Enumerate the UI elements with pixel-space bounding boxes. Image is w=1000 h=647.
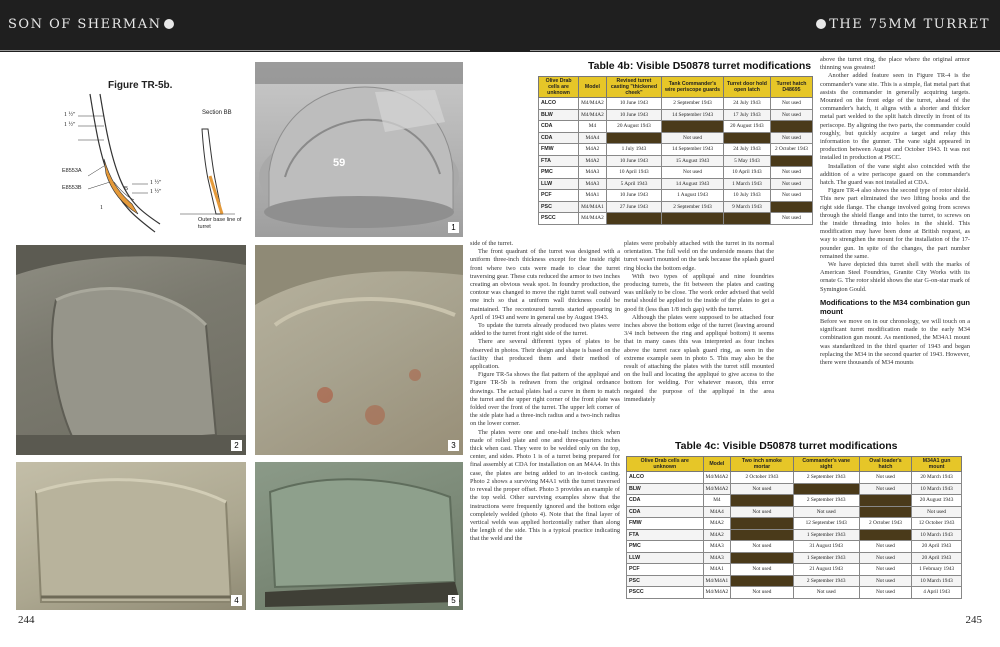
table-cell: M4A3 [703,541,731,553]
table-cell [731,518,793,530]
paragraph: plates were probably attached with the turret in its normal orientation. The full weld on the underside means that the turret wasn't mounted on the tank because the splash guard ring blocks the bottom edge. [624,240,774,272]
body-column-2 [624,240,774,425]
table-cell: 12 October 1943 [912,518,962,530]
table-cell: Not used [770,109,812,121]
table-cell: 27 June 1943 [606,201,661,213]
table-cell [859,529,911,541]
table-4c [626,456,962,599]
table-cell: 1 July 1943 [606,144,661,156]
photo-number: 5 [448,595,459,606]
row-label-cell: PCF [627,564,704,576]
table-cell: 2 September 1943 [662,98,724,110]
table-cell: M4A4 [579,132,607,144]
table-cell: 24 July 1943 [723,98,770,110]
table-cell: Not used [770,190,812,202]
column-header: Tank Commander's wire periscope guards [662,77,724,98]
table-cell: 1 August 1943 [662,190,724,202]
page-number-right: 245 [965,614,982,626]
row-label-cell: PCF [539,190,579,202]
table-cell: Not used [859,587,911,599]
row-label-cell: BLW [539,109,579,121]
table-cell: M4A3 [579,178,607,190]
table-cell: 20 August 1943 [912,495,962,507]
paragraph: We have depicted this turret shell with the marks of American Steel Foundries, Granite City Works with its ornate G. The rotor shield shows the star G-on-star mark of Symington Gould. [820,261,970,293]
paragraph: With two types of appliqué and nine foundries producing turrets, the fit between the plates and casting was unlikely to be close. The work order advised that weld metal should be applied to the inside of the plates to get a good fit (less than 1/8 inch gap) with the turret. [624,272,774,313]
row-label-cell: ALCO [539,98,579,110]
table-cell: 1 September 1943 [793,552,859,564]
page-number-left: 244 [18,614,35,626]
row-label-cell: FTA [539,155,579,167]
row-label-cell: CDA [627,506,704,518]
table-cell: Not used [859,575,911,587]
table-cell: 10 March 1943 [912,575,962,587]
row-label-cell: FMW [539,144,579,156]
table-4c-title: Table 4c: Visible D50878 turret modifications [675,440,898,452]
paragraph: Installation of the vane sight also coincided with the addition of a wire periscope guard on the commander's hatch. The guard was not installed at CDA. [820,162,970,187]
column-header: Turret hatch D48695 [770,77,812,98]
column-header: Two inch smoke mortar [731,457,793,472]
table-cell: 1 September 1943 [793,529,859,541]
table-4b [538,76,813,225]
paragraph: Although the plates were supposed to be attached four inches above the bottom edge of the turret (leaving around 3/4 inch between the ring and appliqué bottom) it seems that in many cases this was interpreted as four inches above the turret race splash guard ring, as seen in the extreme example seen in photo 5. This may also be the result of attaching the plates with the turret still mounted on the hull and locating the appliqué to give access to the bottom for welding. For whatever reason, this error negated the purpose of the appliqué in the area immediately [624,313,774,403]
table-row [539,178,813,190]
column-header: Model [703,457,731,472]
table-cell: M4/M4A1 [703,575,731,587]
table-cell: M4A4 [703,506,731,518]
body-column-1 [470,240,620,615]
appliqué-plate-image [16,245,246,455]
dim-label: 1 [100,205,103,211]
table-cell: M4/M4A2 [579,109,607,121]
table-cell: 10 April 1943 [723,167,770,179]
table-row [627,564,962,576]
table-row [627,541,962,553]
table-cell: Not used [793,587,859,599]
table-cell: M4/M4A2 [703,483,731,495]
row-label-cell: PSC [627,575,704,587]
row-label-cell: CDA [539,132,579,144]
table-cell [606,132,661,144]
header-rule-right [530,50,1000,51]
table-cell: Not used [859,541,911,553]
bullet-icon [164,19,174,29]
table-cell: Not used [770,167,812,179]
table-cell: 10 July 1943 [723,190,770,202]
table-cell: M4A2 [703,529,731,541]
table-cell: Not used [731,506,793,518]
row-label-cell: ALCO [627,472,704,484]
table-row [627,483,962,495]
row-label-cell: LLW [539,178,579,190]
row-label-cell: PMC [539,167,579,179]
dim-label: 1 ½" [64,122,76,128]
table-cell: M4/M4A2 [579,213,607,225]
table-cell [723,132,770,144]
casting-number: 59 [333,157,346,169]
table-cell [606,213,661,225]
weld-detail-image [255,245,463,455]
table-row [627,495,962,507]
row-label-cell: PSCC [627,587,704,599]
table-cell: M4/M4A1 [579,201,607,213]
table-cell: 21 August 1943 [793,564,859,576]
table-cell: 9 March 1943 [723,201,770,213]
table-cell: Not used [859,483,911,495]
table-cell: M4A1 [703,564,731,576]
row-label-cell: FTA [627,529,704,541]
table-cell: 4 April 1943 [912,587,962,599]
table-cell: 2 September 1943 [793,575,859,587]
chapter-title: THE 75MM TURRET [829,17,990,32]
table-row [539,144,813,156]
table-cell: Not used [731,587,793,599]
photo-top-weld [255,245,463,455]
table-cell: 10 June 1943 [606,155,661,167]
table-cell: Not used [912,506,962,518]
table-cell: M4 [703,495,731,507]
table-cell: 2 September 1943 [793,472,859,484]
table-cell: M4A2 [703,518,731,530]
table-cell: M4A3 [703,552,731,564]
table-header-row [627,457,962,472]
table-cell: Not used [731,483,793,495]
dim-label: 1 ½" [150,180,162,186]
photo-bottom-weld [16,462,246,610]
running-head-left [8,17,177,32]
photo-m4a1-turret-offset [16,245,246,455]
column-header: Oval loader's hatch [859,457,911,472]
dim-label: B [124,186,129,192]
table-row [539,132,813,144]
table-cell: 15 August 1943 [662,155,724,167]
table-cell: 10 March 1943 [912,529,962,541]
turret-casting-image [255,62,463,237]
column-header: Turret door hold open latch [723,77,770,98]
table-cell: 14 September 1943 [662,144,724,156]
paragraph: Figure TR-4 also shows the second type of rotor shield. This new part eliminated the two lifting hooks and the right side flange. The change involved going from screws through the shield flange and into the turret, to screws on the inside threading into holes in the shield. This modification may have been done at British request, as way to strengthen the mount for the installation of the 17-pounder gun. In spite of the changes, the part number remained the same. [820,187,970,260]
paragraph: The front quadrant of the turret was designed with a uniform three-inch thickness except for the inside right front where two cuts were made to clear the turret traversing gear. These cuts reduced the armor to two inches creating an obvious weak spot. In foundry production, the contour was changed to move the right turret wall outward one inch so that a uniform wall thickness could be maintained. The recontoured turrets started appearing in April of 1943 and were in general use by August 1943. [470,248,620,321]
table-row [539,190,813,202]
table-cell [731,552,793,564]
table-cell: Not used [731,564,793,576]
table-cell [859,506,911,518]
table-row [539,167,813,179]
table-cell: 2 October 1943 [731,472,793,484]
full-weld-image [16,462,246,610]
figure-tr5b-diagram [60,64,250,239]
table-4b-title: Table 4b: Visible D50878 turret modifications [588,60,812,72]
table-cell: Not used [662,167,724,179]
table-row [539,213,813,225]
book-title: SON OF SHERMAN [8,17,162,32]
table-cell: 10 June 1943 [606,190,661,202]
table-cell: 2 September 1943 [662,201,724,213]
table-row [627,472,962,484]
table-row [627,587,962,599]
paragraph: above the turret ring, the place where the original armor thinning was greatest! [820,56,970,72]
row-label-cell: BLW [627,483,704,495]
table-cell [770,121,812,133]
table-cell: 24 July 1943 [723,144,770,156]
table-row [539,121,813,133]
photo-splash-guard [255,462,463,610]
table-cell: M4A2 [579,144,607,156]
row-label-cell: LLW [627,552,704,564]
table-cell: Not used [793,506,859,518]
paragraph: Another added feature seen in Figure TR-4 is the commander's vane site. This is a simple, flat metal part that assists the commander in generally acquiring targets. Mounted on the front edge of the turret, ahead of the commander's hatch, it aligns with a shorter and thicker metal part welded to the split hatch directly in front of its periscope. By aligning the two parts, the commander could roughly, but quickly acquire a target and relay this information to the gunner. The vane sight appeared in production between August and October 1943. It was not installed in production at PSCC. [820,72,970,162]
table-cell: M4 [579,121,607,133]
paragraph: The plates were one and one-half inches thick when made of rolled plate and one and three-quarters inches thick when cast. They were to be welded only on the top, center, and sides. Photo 1 is of a turret being prepared for final assembly at CDA for installation on an M4A4. In this case, the plates are being added to an in-stock casting. Photo 2 shows a surviving M4A1 with the turret traversed to reveal the proper offset. Photo 3 provides an example of the top weld. Other surviving examples show that the instructions were frequently ignored and the bottom edge completely welded (photo 4). Note that the final layer of vertical welds was applied horizontally rather than along the length of the side. This is a typical practice indicating that the weld and the [470,428,620,543]
table-cell: Not used [770,98,812,110]
body-column-3 [820,56,970,441]
table-cell: M4A1 [579,190,607,202]
table-cell [770,201,812,213]
section-label: Section BB [202,110,232,116]
paragraph: There are several different types of plates to be observed in photos. Their design and shape is based on the facility that produced them and their method of application. [470,338,620,371]
table-cell: 14 August 1943 [662,178,724,190]
running-head-right [813,17,990,32]
splash-guard-image [255,462,463,610]
table-row [627,506,962,518]
paragraph: To update the turrets already produced two plates were added to the turret front right side of the turret. [470,322,620,338]
table-cell: Not used [731,541,793,553]
table-row [539,109,813,121]
row-label-cell: PSC [539,201,579,213]
table-cell [662,213,724,225]
paragraph: Before we move on in our chronology, we will touch on a significant turret modification made to the early M34 combination gun mount. As mentioned, the M34A1 mount was standardized in the third quarter of 1943 and began replacing the M34 in the second quarter of 1943. However, there were thousands of M34 mounts [820,317,970,366]
table-cell [723,213,770,225]
column-header: Olive Drab cells are unknown [539,77,579,98]
table-cell: M4/M4A2 [703,472,731,484]
table-cell [859,495,911,507]
row-label-cell: PMC [627,541,704,553]
photo-number: 2 [231,440,242,451]
column-header: M34A1 gun mount [912,457,962,472]
table-row [539,98,813,110]
table-row [627,518,962,530]
table-row [539,201,813,213]
table-cell: 5 May 1943 [723,155,770,167]
outer-base-label: Outer base line of turret [198,217,242,230]
photo-turret-casting [255,62,463,237]
table-cell: Not used [662,132,724,144]
table-cell [731,529,793,541]
table-cell: M4A2 [579,155,607,167]
table-cell: 10 June 1943 [606,98,661,110]
table-cell [793,483,859,495]
row-label-cell: CDA [539,121,579,133]
table-cell: 10 March 1943 [912,483,962,495]
table-cell: M4A3 [579,167,607,179]
table-cell [731,575,793,587]
table-row [627,552,962,564]
table-cell: 20 April 1943 [912,552,962,564]
table-cell [662,121,724,133]
table-cell: 20 August 1943 [723,121,770,133]
table-header-row [539,77,813,98]
table-row [627,575,962,587]
paragraph: side of the turret. [470,240,514,247]
table-cell: 10 June 1943 [606,109,661,121]
table-cell: 31 August 1943 [793,541,859,553]
table-cell: Not used [770,132,812,144]
column-header: Model [579,77,607,98]
table-cell [731,495,793,507]
table-cell: 2 October 1943 [770,144,812,156]
photo-number: 1 [448,222,459,233]
part-label: E8553B [62,185,82,191]
table-cell: 5 April 1943 [606,178,661,190]
header-rule-left [0,50,470,51]
figure-title: Figure TR-5b. [108,80,173,91]
row-label-cell: FMW [627,518,704,530]
table-cell: Not used [859,564,911,576]
paragraph: Figure TR-5a shows the flat pattern of the appliqué and Figure TR-5b is redrawn from the original ordnance drawings. The actual plates had a curve in them to match the turret and the upper right corner of the front plate was folded over the front of the turret. The upper left corner of the side plate had a three-inch radius and a two-inch radius on the lower corner. [470,371,620,428]
column-header: Revised turret casting "thickened cheek" [606,77,661,98]
table-cell: 1 March 1943 [723,178,770,190]
table-cell: 1 February 1943 [912,564,962,576]
table-cell: 14 September 1943 [662,109,724,121]
table-cell: M4/M4A2 [703,587,731,599]
dim-label: 1 ½" [150,189,162,195]
photo-number: 4 [231,595,242,606]
table-cell: Not used [770,213,812,225]
table-cell: M4/M4A2 [579,98,607,110]
bullet-icon [816,19,826,29]
table-cell: 10 April 1943 [606,167,661,179]
table-cell: Not used [859,552,911,564]
table-cell: 17 July 1943 [723,109,770,121]
table-cell: 2 September 1943 [793,495,859,507]
table-row [627,529,962,541]
table-cell: Not used [770,178,812,190]
part-label: E8553A [62,168,82,174]
table-row [539,155,813,167]
photo-number: 3 [448,440,459,451]
row-label-cell: CDA [627,495,704,507]
table-cell: 2 October 1943 [859,518,911,530]
row-label-cell: PSCC [539,213,579,225]
table-cell: 12 September 1943 [793,518,859,530]
table-cell: 20 April 1943 [912,541,962,553]
table-cell: 20 March 1943 [912,472,962,484]
section-subheading: Modifications to the M34 combination gun mount [820,297,970,316]
table-cell: Not used [859,472,911,484]
dim-label: 1 ½" [64,112,76,118]
column-header: Commander's vane sight [793,457,859,472]
table-cell: 20 August 1943 [606,121,661,133]
table-cell [770,155,812,167]
column-header: Olive Drab cells are unknown [627,457,704,472]
